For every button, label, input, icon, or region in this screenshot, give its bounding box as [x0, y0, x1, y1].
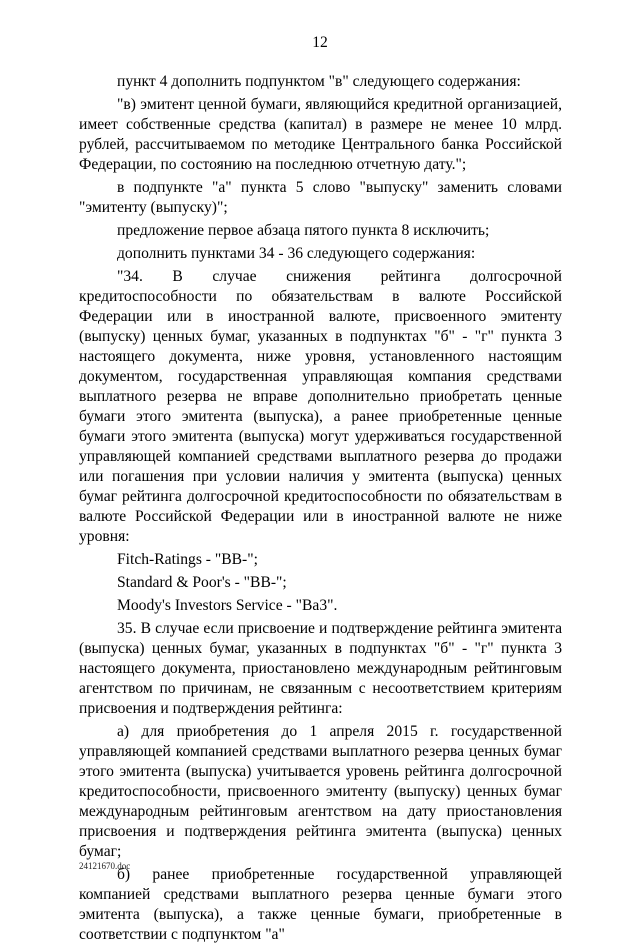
document-body	[79, 72, 562, 948]
paragraph: в подпункте "а" пункта 5 слово "выпуску" заменить словами "эмитенту (выпуску)";	[79, 179, 562, 216]
rating-item: Moody's Investors Service - "Ba3".	[117, 597, 338, 614]
paragraph: 35. В случае если присвоение и подтверждение рейтинга эмитента (выпуска) ценных бумаг, указанных в подпунктах "б" - "г" пункта 3 настоящего документа, приостановлено международным рейтинговым агентством по причинам, не связанным с несоответствием критериям присвоения и подтверждения рейтинга:	[79, 620, 562, 717]
paragraph: "34. В случае снижения рейтинга долгосрочной кредитоспособности по обязательствам в валюте Российской Федерации или в иностранной валюте, присвоенного эмитенту (выпуску) ценных бумаг, указанных в подпунктах "б" - "г" пункта 3 настоящего документа, ниже уровня, установленного настоящим документом, государственная управляющая компания средствами выплатного резерва не вправе дополнительно приобретать ценные бумаги этого эмитента (выпуска), а ранее приобретенные ценные бумаги этого эмитента (выпуска) могут удерживаться государственной управляющей компанией средствами выплатного резерва до продажи или погашения при условии наличия у эмитента (выпуска) ценных бумаг рейтинга долгосрочной кредитоспособности по обязательствам в валюте Российской Федерации или в иностранной валюте не ниже уровня:	[79, 268, 562, 545]
paragraph: предложение первое абзаца пятого пункта 8 исключить;	[117, 222, 490, 239]
footer-filename: 24121670.doc	[79, 861, 131, 871]
paragraph: дополнить пунктами 34 - 36 следующего содержания:	[117, 245, 476, 262]
rating-item: Fitch-Ratings - "BB-";	[117, 551, 258, 568]
page-number: 12	[312, 34, 328, 51]
paragraph: а) для приобретения до 1 апреля 2015 г. государственной управляющей компанией средствами выплатного резерва ценных бумаг этого эмитента (выпуска) учитывается уровень рейтинга долгосрочной кредитоспособности, присвоенного эмитенту (выпуску) ценных бумаг международным рейтинговым агентством на дату приостановления присвоения и подтверждения рейтинга эмитента (выпуска) ценных бумаг;	[79, 723, 562, 860]
paragraph: б) ранее приобретенные государственной управляющей компанией средствами выплатного резерва ценные бумаги этого эмитента (выпуска), а также ценные бумаги, приобретенные в соответствии с подпунктом "а"	[79, 866, 562, 943]
rating-item: Standard & Poor's - "BB-";	[117, 574, 287, 591]
paragraph: пункт 4 дополнить подпунктом "в" следующего содержания:	[117, 73, 521, 90]
paragraph: "в) эмитент ценной бумаги, являющийся кредитной организацией, имеет собственные средства (капитал) в размере не менее 10 млрд. рублей, рассчитываемом по методике Центрального банка Российской Федерации, по состоянию на последнюю отчетную дату.";	[79, 96, 562, 173]
